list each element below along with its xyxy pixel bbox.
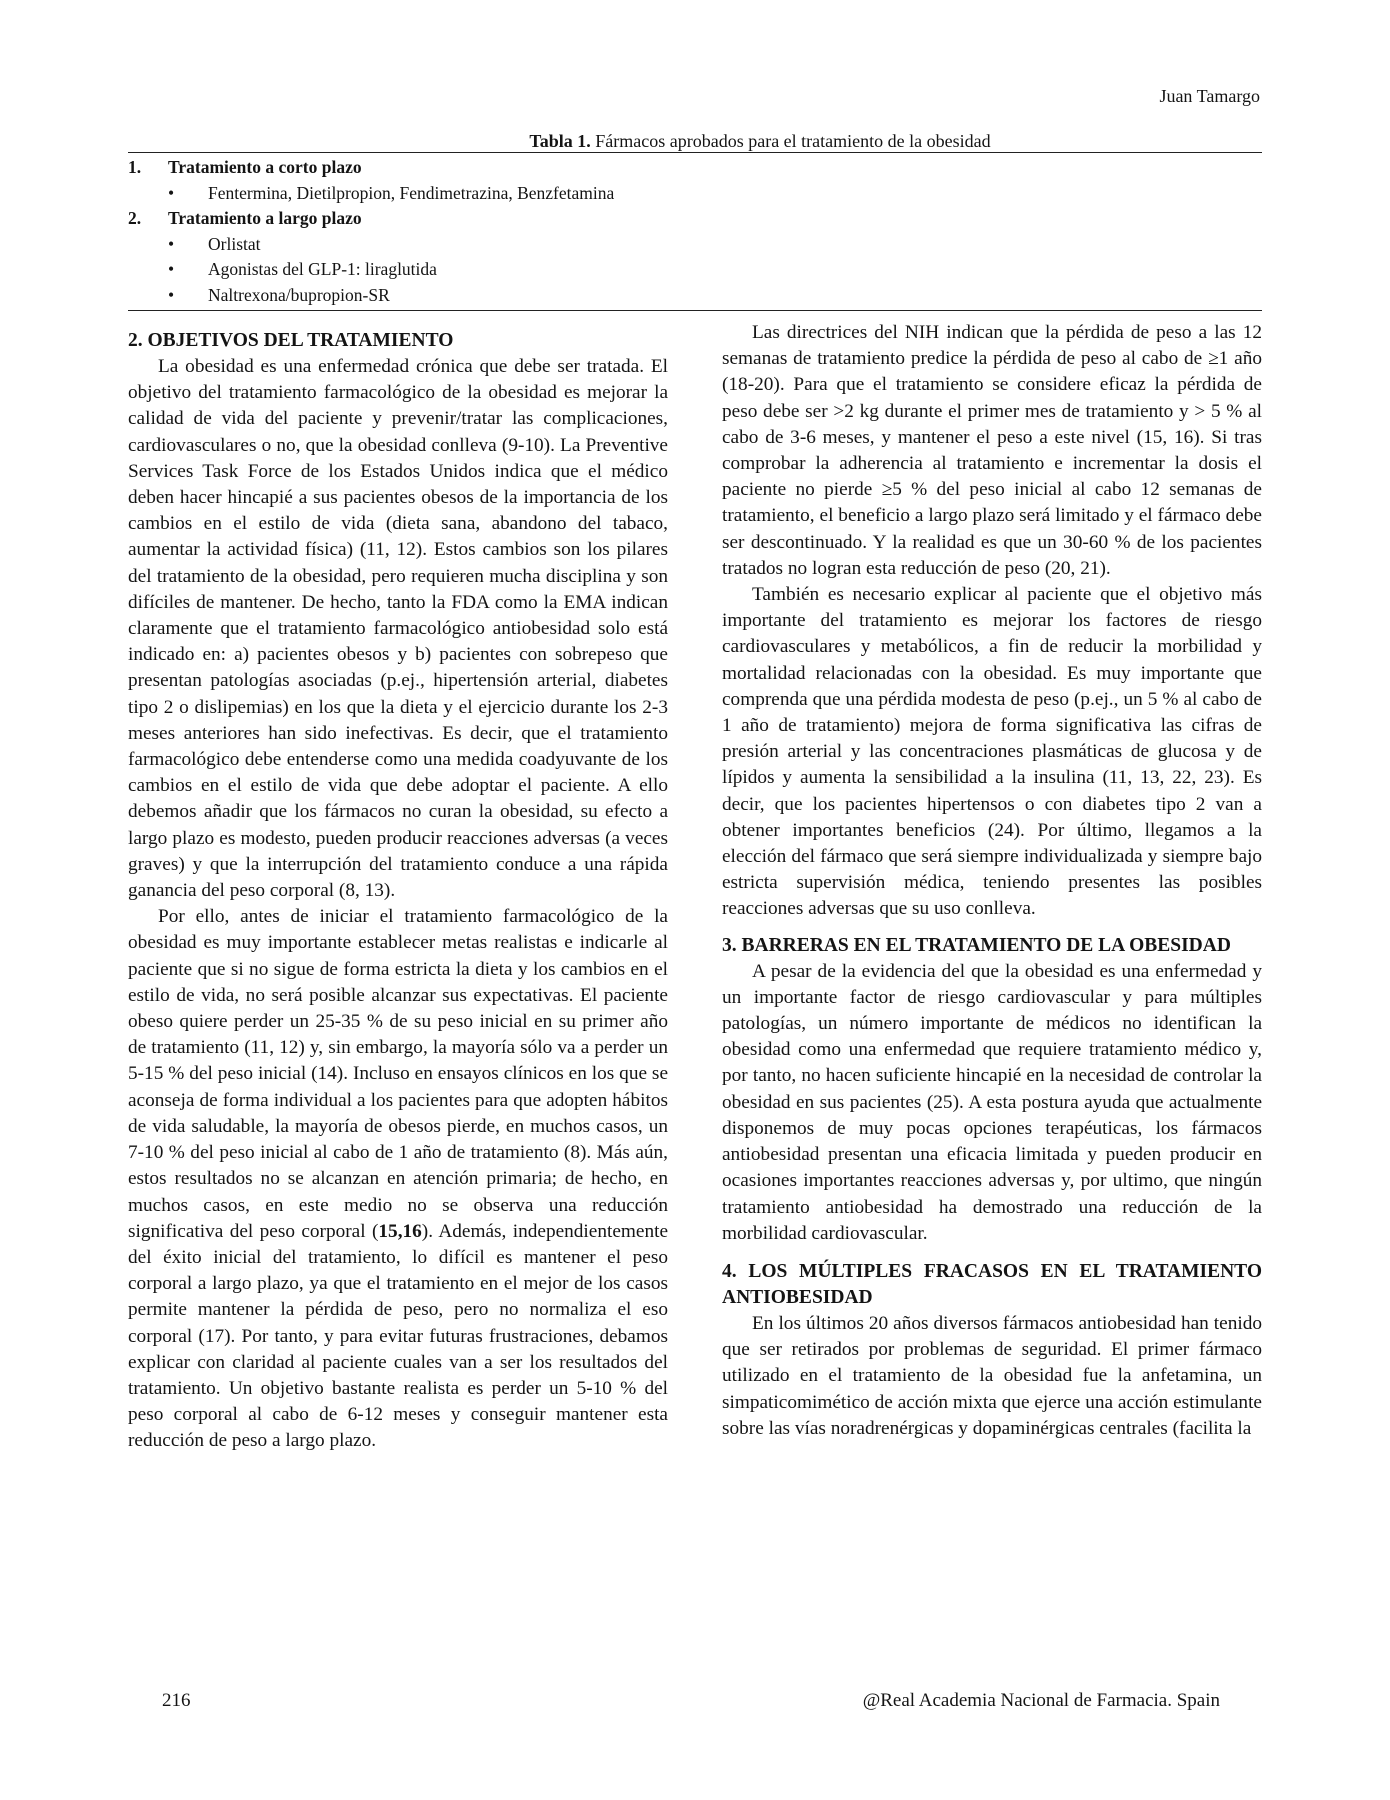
section-3-heading: 3. BARRERAS EN EL TRATAMIENTO DE LA OBESIDAD — [722, 934, 1231, 956]
table-caption — [128, 130, 1262, 152]
section-2-paragraph-4: También es necesario explicar al paciente que el objetivo más importante del tratamiento es mejorar los factores de riesgo cardiovasculares y metabólicos, a fin de reducir la morbilidad y mortalidad relacionadas con la obesidad. Es muy importante que comprenda que una pérdida modesta de peso (p.ej., un 5 % al cabo de 1 año de tratamiento) mejora de forma significativa las cifras de presión arterial y las concentraciones plasmáticas de glucosa y de lípidos y aumenta la sensibilidad a la insulina (11, 13, 22, 23). Es decir, que los pacientes hipertensos o con diabetes tipo 2 van a obtener importantes beneficios (24). Por último, llegamos a la elección del fármaco que será siempre individualizada y siempre bajo estricta supervisión médica, teniendo presentes las posibles reacciones adversas que su uso conlleva. — [722, 584, 1262, 920]
group-number: 2. — [128, 208, 142, 228]
table-group-row — [128, 206, 1262, 232]
table-list-item — [128, 283, 1262, 309]
section-4-heading: 4. LOS MÚLTIPLES FRACASOS EN EL TRATAMIENTO ANTIOBESIDAD — [722, 1260, 1262, 1308]
group-title: Tratamiento a corto plazo — [168, 157, 362, 177]
table-group-row — [128, 155, 1262, 181]
item-text: Orlistat — [208, 233, 261, 254]
running-header-author: Juan Tamargo — [1159, 86, 1260, 106]
section-2-paragraph-1: La obesidad es una enfermedad crónica que debe ser tratada. El objetivo del tratamiento farmacológico de la obesidad es mejorar la calidad de vida del paciente y prevenir/tratar las complicaciones, cardiovasculares o no, que la obesidad conlleva (9-10). La Preventive Services Task Force de los Estados Unidos indica que el médico deben hacer hincapié a sus pacientes obesos de la importancia de los cambios en el estilo de vida (dieta sana, abandono del tabaco, aumentar la actividad física) (11, 12). Estos cambios son los pilares del tratamiento de la obesidad, pero requieren mucha disciplina y son difíciles de mantener. De hecho, tanto la FDA como la EMA indican claramente que el tratamiento farmacológico antiobesidad solo está indicado en: a) pacientes obesos y b) pacientes con sobrepeso que presentan patologías asociadas (p.ej., hipertensión arterial, diabetes tipo 2 o dislipemias) en los que la dieta y el ejercicio durante los 2-3 meses anteriores han sido inefectivas. Es decir, que el tratamiento farmacológico debe entenderse como una medida coadyuvante de los cambios en el estilo de vida que debe adoptar el paciente. A ello debemos añadir que los fármacos no curan la obesidad, su efecto a largo plazo es modesto, pueden producir reacciones adversas (a veces graves) y que la interrupción del tratamiento conduce a una rápida ganancia del peso corporal (8, 13). — [128, 356, 668, 902]
bullet-icon: • — [168, 284, 175, 305]
section-2-paragraph-2 — [128, 904, 668, 1454]
right-column — [722, 320, 1262, 1442]
table-caption-text: Fármacos aprobados para el tratamiento de la obesidad — [590, 131, 991, 151]
bullet-icon: • — [168, 233, 175, 254]
section-4-paragraph-1: En los últimos 20 años diversos fármacos antiobesidad han tenido que ser retirados por problemas de seguridad. El primer fármaco utilizado en el tratamiento de la obesidad fue la anfetamina, un simpaticomimético de acción mixta que ejerce una acción estimulante sobre las vías noradrenérgicas y dopaminérgicas centrales (facilita la — [722, 1312, 1262, 1439]
section-2-paragraph-3: Las directrices del NIH indican que la pérdida de peso a las 12 semanas de tratamiento predice la pérdida de peso al cabo de ≥1 año (18-20). Para que el tratamiento se considere eficaz la pérdida de peso debe ser >2 kg durante el primer mes de tratamiento y > 5 % al cabo de 3-6 meses, y mantener el peso a este nivel (15, 16). Si tras comprobar la adherencia al tratamiento e incrementar la dosis el paciente no pierde ≥5 % del peso inicial al cabo 12 semanas de tratamiento, el beneficio a largo plazo será limitado y el fármaco debe ser descontinuado. Y la realidad es que un 30-60 % de los pacientes tratados no logran esta reducción de peso (20, 21). — [722, 322, 1262, 579]
footer-copyright: @Real Academia Nacional de Farmacia. Spain — [862, 1690, 1220, 1711]
table-caption-label: Tabla 1. — [529, 131, 591, 151]
page-number: 216 — [162, 1690, 191, 1711]
bold-citation: 15,16 — [378, 1220, 422, 1242]
group-title: Tratamiento a largo plazo — [168, 208, 362, 228]
item-text: Agonistas del GLP-1: liraglutida — [208, 259, 437, 279]
bullet-icon: • — [168, 259, 175, 279]
section-2-heading: 2. OBJETIVOS DEL TRATAMIENTO — [128, 330, 454, 351]
paragraph-text: Por ello, antes de iniciar el tratamiento farmacológico de la obesidad es muy importante establecer metas realistas e indicarle al paciente que si no sigue de forma estricta la dieta y los cambios en el estilo de vida, no será posible alcanzar sus expectativas. El paciente obeso quiere perder un 25-35 % de su peso inicial en su primer año de tratamiento (11, 12) y, sin embargo, la mayoría sólo va a perder un 5-15 % del peso inicial (14). Incluso en ensayos clínicos en los que se aconseja de forma individual a los pacientes para que adopten hábitos de vida saludable, la mayoría de obesos pierde, en muchos casos, un 7-10 % del peso inicial al cabo de 1 año de tratamiento (8). Más aún, estos resultados no se alcanzan en atención primaria; de hecho, en muchos casos, en este medio no se observa una reducción significativa del peso corporal ( — [128, 906, 668, 1242]
table-1 — [128, 130, 1262, 311]
table-list-item — [128, 232, 1262, 258]
table-list-item — [128, 181, 1262, 207]
group-number: 1. — [128, 157, 142, 177]
section-3-paragraph-1: A pesar de la evidencia del que la obesidad es una enfermedad y un importante factor de riesgo cardiovascular y para múltiples patologías, un número importante de médicos no identifican la obesidad como una enfermedad que requiere tratamiento médico y, por tanto, no hacen suficiente hincapié en la necesidad de controlar la obesidad en sus pacientes (25). A esta postura ayuda que actualmente disponemos de muy pocas opciones terapéuticas, los fármacos antiobesidad presentan una eficacia limitada y pueden producir en ocasiones importantes reacciones adversas y, por ultimo, que ningún tratamiento antiobesidad ha demostrado una reducción de la morbilidad cardiovascular. — [722, 960, 1262, 1244]
table-bottom-rule — [128, 310, 1262, 311]
item-text: Naltrexona/bupropion-SR — [208, 284, 390, 305]
paragraph-text: ). Además, independientemente del éxito inicial del tratamiento, lo difícil es mantener el peso corporal a largo plazo, ya que el tratamiento en el mejor de los casos permite mantener la pérdida de peso, pero no normaliza el eso corporal (17). Por tanto, y para evitar futuras frustraciones, debamos explicar con claridad al paciente cuales van a ser los resultados del tratamiento. Un objetivo bastante realista es perder un 5-10 % del peso corporal al cabo de 6-12 meses y conseguir mantener esta reducción de peso a largo plazo. — [128, 1220, 668, 1452]
table-body — [128, 153, 1262, 310]
bullet-icon: • — [168, 182, 175, 203]
item-text: Fentermina, Dietilpropion, Fendimetrazina, Benzfetamina — [208, 182, 615, 203]
left-column — [128, 328, 668, 1455]
table-list-item — [128, 257, 1262, 283]
